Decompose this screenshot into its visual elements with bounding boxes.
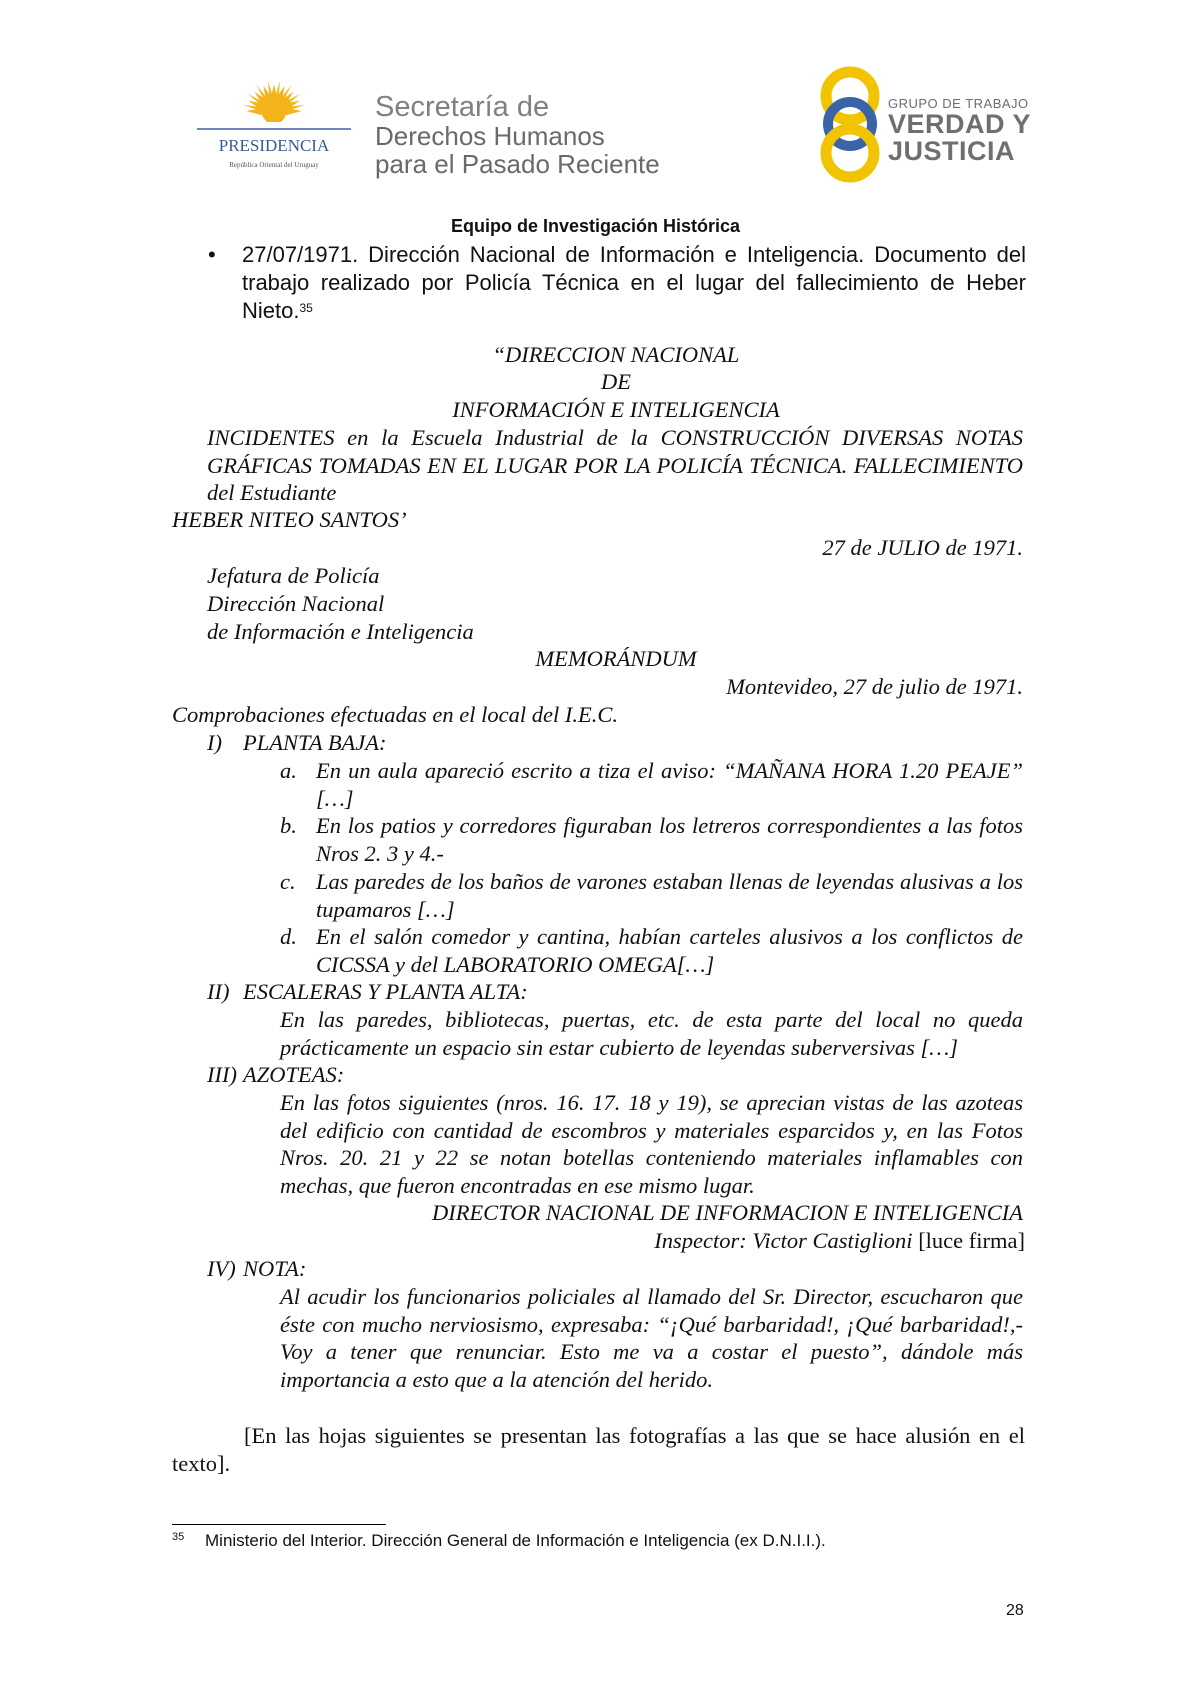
section-2-text: En las paredes, bibliotecas, puertas, etc. de esta parte del local no queda prácticamente un espacio sin estar cubierto de leyendas suberversivas […] — [280, 1007, 1023, 1060]
section-1-title: PLANTA BAJA: — [243, 730, 387, 755]
closing-paragraph: [En las hojas siguientes se presentan las fotografías a las que se hace alusión en el texto]. — [172, 1423, 1025, 1476]
secretaria-line3: para el Pasado Reciente — [375, 149, 660, 179]
section-3-number: III) — [207, 1062, 237, 1087]
item-text: Las paredes de los baños de varones estaban llenas de leyendas alusivas a los tupamaros […] — [316, 869, 1023, 922]
item-letter: a. — [280, 758, 297, 783]
presidencia-label: PRESIDENCIA — [218, 136, 330, 155]
bullet-glyph: • — [208, 242, 216, 267]
report-date: 27 de JULIO de 1971. — [822, 535, 1023, 560]
section-3-text: En las fotos siguientes (nros. 16. 17. 18 y 19), se aprecian vistas de las azoteas del edificio con cantidad de escombros y materiales esparcidos y, en las Fotos Nros. 20. 21 y 22 se notan botellas conteniendo materiales inflamables con mechas, que fueron encontradas en ese mismo lugar. — [280, 1090, 1023, 1198]
verdad-justicia-text — [888, 96, 1031, 165]
section-1-number: I) — [207, 730, 222, 755]
section-2-title: ESCALERAS Y PLANTA ALTA: — [243, 979, 528, 1004]
item-text: En el salón comedor y cantina, habían carteles alusivos a los conflictos de CICSSA y del LABORATORIO OMEGA[…] — [316, 924, 1023, 977]
section-4-text: Al acudir los funcionarios policiales al llamado del Sr. Director, escucharon que éste con mucho nerviosismo, expresaba: “¡Qué barbaridad!, ¡Qué barbaridad!,-Voy a tener que renunciar. Esto me va a costar el puesto”, dándole más importancia a esto que a la atención del herido. — [280, 1284, 1023, 1392]
team-title: Equipo de Investigación Histórica — [450, 216, 741, 236]
section-2-number: II) — [207, 979, 230, 1004]
item-letter: b. — [280, 813, 297, 838]
secretaria-line2: Derechos Humanos — [375, 121, 605, 151]
jefatura-line3: de Información e Inteligencia — [207, 619, 474, 644]
firma-note: [luce firma] — [918, 1228, 1025, 1253]
footnote-ref: 35 — [299, 301, 313, 315]
verdad-label: VERDAD Y — [888, 109, 1032, 139]
section-4-title: NOTA: — [243, 1256, 307, 1281]
jefatura-line2: Dirección Nacional — [207, 591, 385, 616]
item-letter: d. — [280, 924, 297, 949]
secretaria-line1: Secretaría de — [375, 91, 550, 123]
footnote-text: Ministerio del Interior. Dirección General de Información e Inteligencia (ex D.N.I.I.). — [205, 1531, 826, 1550]
doc-title-line3: INFORMACIÓN E INTELIGENCIA — [452, 397, 780, 422]
section-3-title: AZOTEAS: — [243, 1062, 345, 1087]
footnote — [172, 1531, 826, 1551]
inspector-name: Inspector: Victor Castiglioni — [654, 1228, 913, 1253]
place-date: Montevideo, 27 de julio de 1971. — [726, 674, 1023, 699]
justicia-label: JUSTICIA — [888, 136, 1016, 166]
sun-emblem-icon — [195, 82, 353, 182]
item-text: En los patios y corredores figuraban los letreros correspondientes a las fotos Nros 2. 3 y 4.- — [316, 813, 1023, 866]
comprobaciones-heading: Comprobaciones efectuadas en el local del I.E.C. — [172, 702, 618, 727]
memorandum-title: MEMORÁNDUM — [535, 646, 697, 671]
doc-title-line2: DE — [601, 369, 631, 394]
student-name: HEBER NITEO SANTOS’ — [172, 507, 407, 532]
footnote-divider — [172, 1524, 386, 1525]
footnote-marker: 35 — [172, 1531, 185, 1543]
secretaria-heading — [375, 92, 660, 178]
jefatura-line1: Jefatura de Policía — [207, 563, 380, 588]
presidencia-logo — [195, 82, 353, 182]
doc-title-line1: “DIRECCION NACIONAL — [492, 342, 740, 367]
bullet-text: 27/07/1971. Dirección Nacional de Información e Inteligencia. Documento del trabajo realizado por Policía Técnica en el lugar del fallecimiento de Heber Nieto. — [242, 242, 1026, 323]
verdad-justicia-logo-icon — [810, 62, 890, 186]
bullet-text-block — [242, 241, 1026, 325]
item-letter: c. — [280, 869, 296, 894]
grupo-label: GRUPO DE TRABAJO — [888, 96, 1029, 111]
section-4-number: IV) — [207, 1256, 236, 1281]
page-number: 28 — [1006, 1602, 1024, 1619]
director-signature: DIRECTOR NACIONAL DE INFORMACION E INTELIGENCIA — [431, 1200, 1023, 1225]
inspector-line — [500, 1227, 1025, 1255]
item-text: En un aula apareció escrito a tiza el aviso: “MAÑANA HORA 1.20 PEAJE” […] — [316, 758, 1023, 811]
bullet-entry — [208, 241, 1026, 325]
republica-label: República Oriental del Uruguay — [229, 161, 319, 169]
incidents-paragraph: INCIDENTES en la Escuela Industrial de la CONSTRUCCIÓN DIVERSAS NOTAS GRÁFICAS TOMADAS EN EL LUGAR POR LA POLICÍA TÉCNICA. FALLECIMIENTO del Estudiante — [207, 425, 1023, 506]
